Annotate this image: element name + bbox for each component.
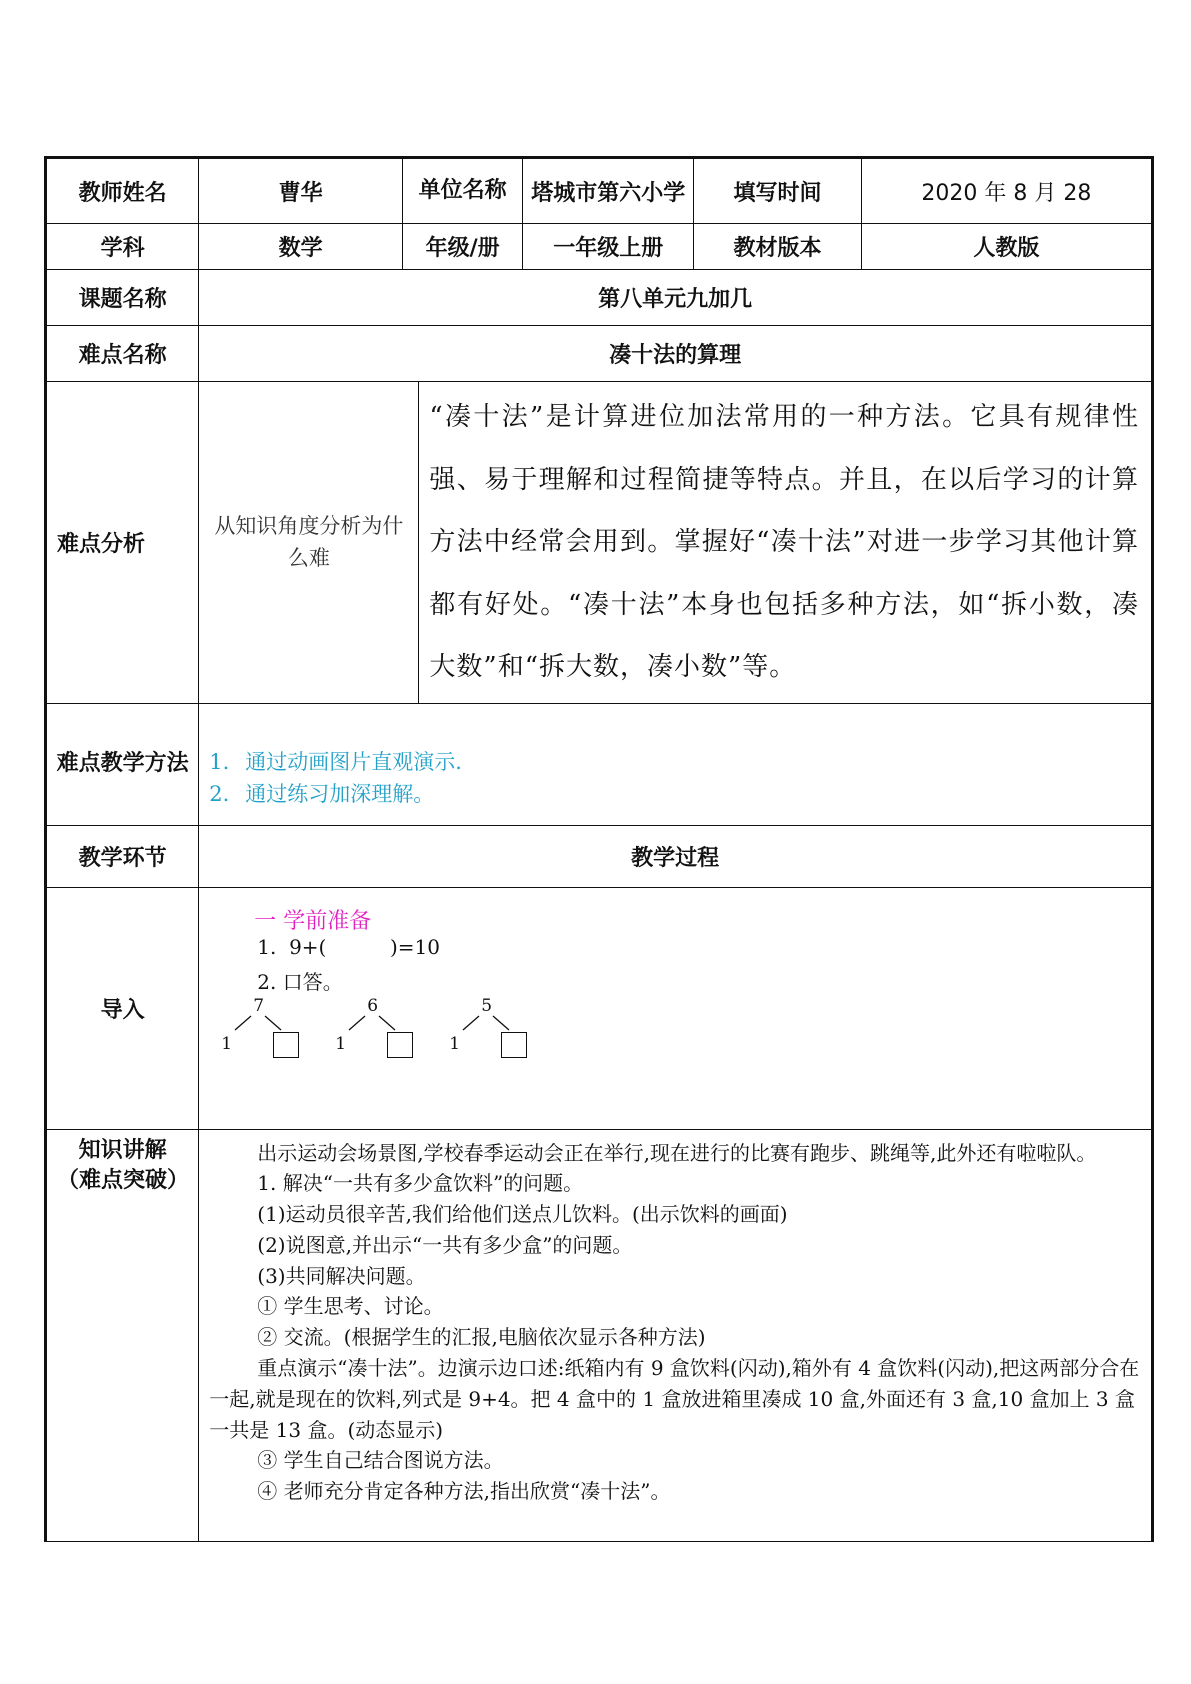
knowledge-content [199,1130,1151,1512]
knowledge-paragraph: ③ 学生自己结合图说方法。 [257,1448,504,1473]
number-split-tree [219,996,339,1066]
knowledge-cell [199,1129,1153,1541]
knowledge-paragraph: 1. 解决“一共有多少盒饮料”的问题。 [257,1171,584,1196]
knowledge-paragraph: (2)说图意,并出示“一共有多少盒”的问题。 [257,1232,633,1257]
analysis-text: “凑十法”是计算进位加法常用的一种方法。它具有规律性强、易于理解和过程简捷等特点。并且，在以后学习的计算方法中经常会用到。掌握好“凑十法”对进一步学习其他计算都有好处。“凑十法”本身也包括多种方法，如“拆小数，凑大数”和“拆大数，凑小数”等。 [419,382,1153,704]
difficulty-label: 难点名称 [46,326,199,382]
knowledge-label: 知识讲解（难点突破） [46,1129,199,1541]
unit-name: 塔城市第六小学 [523,158,694,224]
tree-left-number: 1 [449,1033,461,1054]
number-split-tree [447,996,567,1066]
tree-left-number: 1 [335,1033,347,1054]
unit-label: 单位名称 [402,158,522,224]
intro-line-2: 2. 口答。 [257,969,343,994]
method-num: 2. [209,781,230,806]
teacher-label: 教师姓名 [46,158,199,224]
subject-label: 学科 [46,224,199,270]
tree-top-number: 6 [367,995,379,1016]
lesson-plan-table [44,156,1154,1542]
fill-time-label: 填写时间 [694,158,862,224]
method-item [199,746,1151,778]
row-intro [46,887,1153,1129]
tree-top-number: 5 [481,995,493,1016]
process-label: 教学环节 [46,825,199,887]
difficulty-value: 凑十法的算理 [199,326,1153,382]
knowledge-paragraph: (1)运动员很辛苦,我们给他们送点儿饮料。(出示饮料的画面) [257,1202,788,1227]
intro-content [199,888,1151,1129]
answer-box[interactable] [273,1032,299,1058]
process-value: 教学过程 [199,825,1153,887]
tree-top-number: 7 [253,995,265,1016]
row-process-header [46,825,1153,887]
subject-value: 数学 [199,224,403,270]
knowledge-paragraph: ② 交流。(根据学生的汇报,电脑依次显示各种方法) [257,1325,706,1350]
row-analysis [46,382,1153,704]
row-difficulty [46,326,1153,382]
analysis-label: 难点分析 [46,382,199,704]
row-teacher [46,158,1153,224]
method-text: 通过动画图片直观演示. [245,749,462,774]
lesson-plan-sheet [44,156,1154,1534]
intro-cell [199,887,1153,1129]
edition-label: 教材版本 [694,224,862,270]
knowledge-paragraph: ① 学生思考、讨论。 [257,1294,444,1319]
methods-label: 难点教学方法 [46,703,199,825]
row-topic [46,270,1153,326]
answer-box[interactable] [501,1032,527,1058]
intro-line-1: 1. 9+( )=10 [257,934,440,959]
grade-value: 一年级上册 [523,224,694,270]
method-item [199,778,1151,810]
intro-heading: 一 学前准备 [254,908,372,934]
knowledge-paragraph: 出示运动会场景图,学校春季运动会正在举行,现在进行的比赛有跑步、跳绳等,此外还有啦啦队。 [257,1140,1097,1165]
method-num: 1. [209,749,230,774]
intro-label: 导入 [46,887,199,1129]
methods-cell [199,703,1153,825]
topic-label: 课题名称 [46,270,199,326]
knowledge-paragraph: (3)共同解决问题。 [257,1263,426,1288]
grade-label: 年级/册 [402,224,522,270]
method-text: 通过练习加深理解。 [245,781,435,806]
teacher-name: 曹华 [199,158,403,224]
answer-box[interactable] [387,1032,413,1058]
row-methods [46,703,1153,825]
edition-value: 人教版 [861,224,1152,270]
topic-value: 第八单元九加几 [199,270,1153,326]
knowledge-paragraph: ④ 老师充分肯定各种方法,指出欣赏“凑十法”。 [257,1479,671,1504]
row-subject [46,224,1153,270]
knowledge-paragraph: 重点演示“凑十法”。边演示边口述:纸箱内有 9 盒饮料(闪动),箱外有 4 盒饮料(闪动),把这两部分合在一起,就是现在的饮料,列式是 9+4。把 4 盒中的 1 盒放进箱里凑成 10 盒,外面还有 3 盒,10 盒加上 3 盒一共是 13 盒。(动态显示) [209,1356,1140,1442]
fill-time-value: 2020 年 8 月 28 [861,158,1152,224]
number-split-tree [333,996,453,1066]
tree-left-number: 1 [221,1033,233,1054]
analysis-angle: 从知识角度分析为什么难 [199,382,419,704]
row-knowledge [46,1129,1153,1541]
